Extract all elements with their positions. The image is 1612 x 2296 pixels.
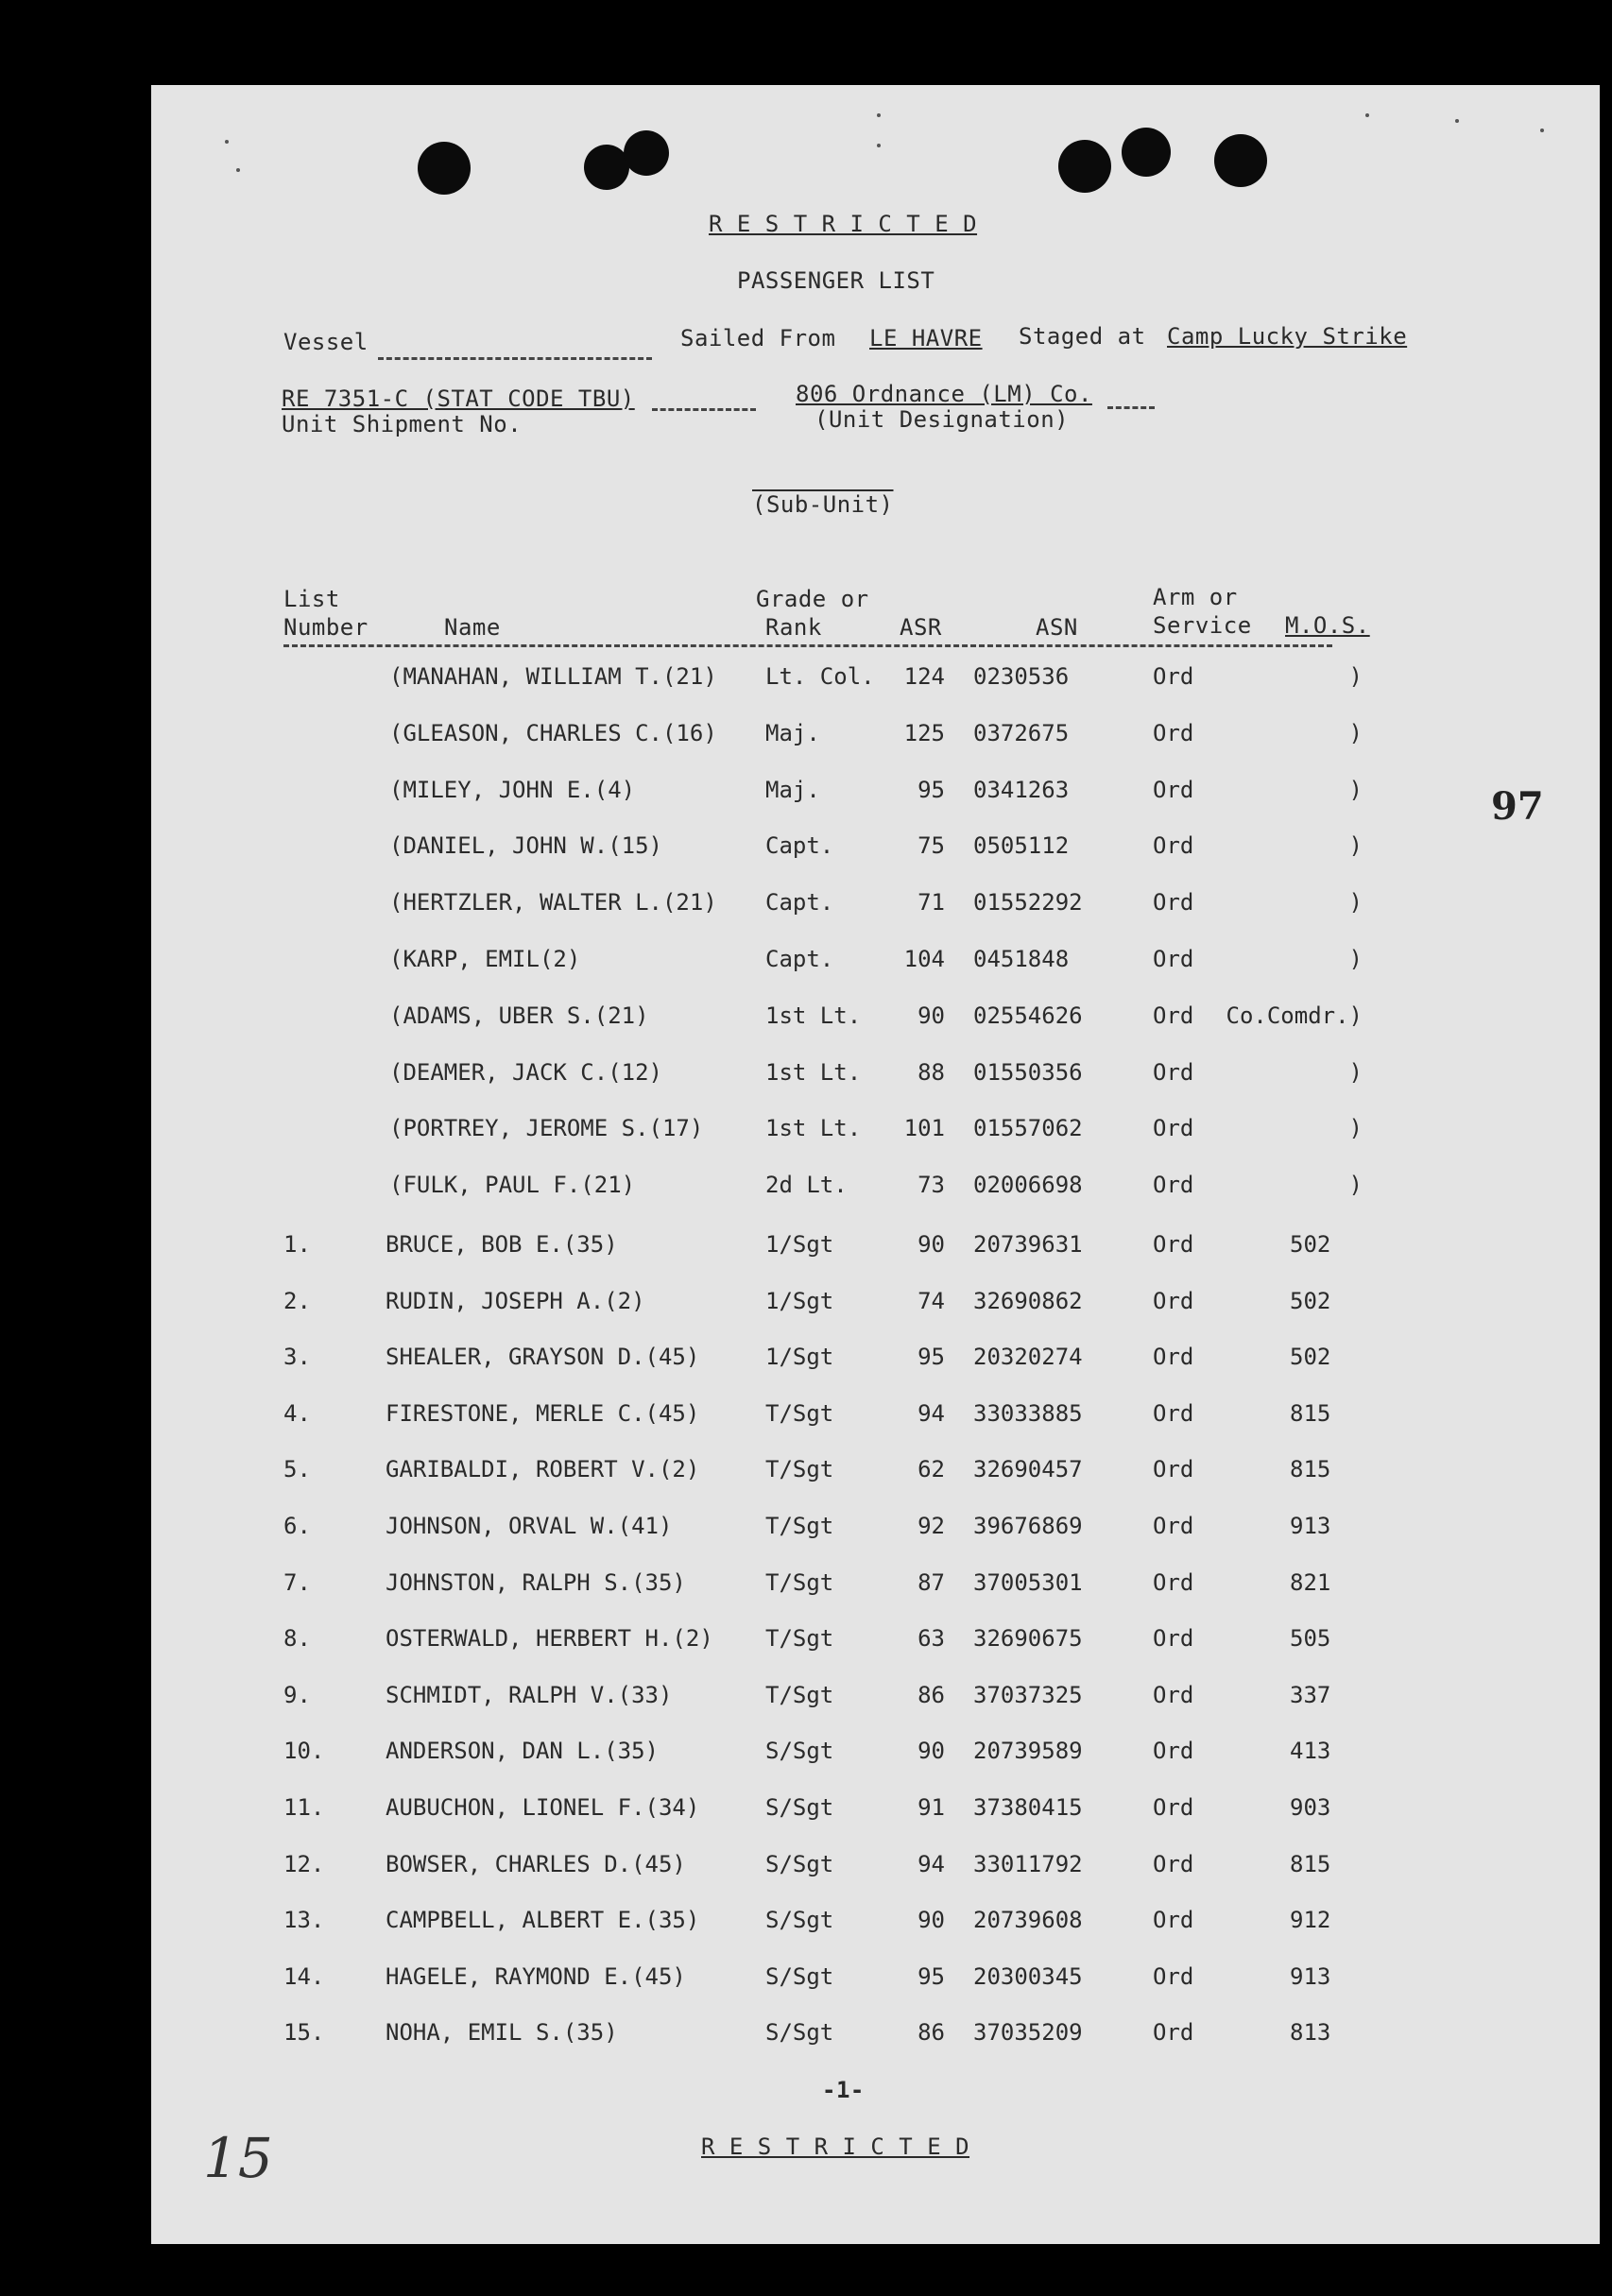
mos-cell: 413	[1290, 1738, 1331, 1765]
mos-cell: )	[1348, 663, 1363, 690]
col-grade-top: Grade or	[756, 586, 869, 612]
mos-cell: 913	[1290, 1962, 1331, 1990]
mos-cell: )	[1348, 1172, 1363, 1199]
name-cell: (HERTZLER, WALTER L.(21)	[389, 889, 717, 917]
speck	[225, 140, 229, 144]
asr-cell: 90	[917, 1907, 945, 1934]
arm-cell: Ord	[1153, 1794, 1194, 1821]
list-number-cell: 8.	[283, 1625, 311, 1653]
asn-cell: 39676869	[973, 1513, 1083, 1539]
name-cell: AUBUCHON, LIONEL F.(34)	[386, 1794, 700, 1821]
asn-cell: 0372675	[973, 719, 1070, 746]
list-number-cell: 11.	[283, 1794, 325, 1821]
asn-cell: 01550356	[973, 1058, 1083, 1086]
rank-cell: Capt.	[765, 832, 834, 860]
col-mos: M.O.S.	[1285, 612, 1370, 639]
arm-cell: Ord	[1153, 1344, 1194, 1371]
asn-cell: 02006698	[973, 1172, 1083, 1199]
punch-hole	[418, 142, 471, 195]
name-cell: (MANAHAN, WILLIAM T.(21)	[389, 663, 717, 690]
name-cell: (KARP, EMIL(2)	[389, 946, 581, 972]
rank-cell: 1/Sgt	[765, 1287, 834, 1314]
name-cell: HAGELE, RAYMOND E.(45)	[386, 1962, 686, 1990]
subunit-label: (Sub-Unit)	[752, 491, 894, 518]
shipment-blank	[652, 408, 756, 411]
table-row	[151, 1851, 1474, 1883]
speck	[1540, 129, 1544, 132]
col-arm-top: Arm or	[1153, 584, 1238, 610]
speck	[236, 168, 240, 172]
arm-cell: Ord	[1153, 1738, 1194, 1765]
rank-cell: 2d Lt.	[765, 1172, 848, 1199]
table-row	[151, 1682, 1474, 1714]
asr-cell: 74	[917, 1287, 945, 1314]
table-row	[151, 1002, 1474, 1035]
rank-cell: T/Sgt	[765, 1399, 834, 1427]
asn-cell: 37005301	[973, 1568, 1083, 1596]
col-list-top: List	[283, 586, 340, 612]
staged-at-value: Camp Lucky Strike	[1167, 323, 1408, 350]
asr-cell: 86	[917, 2019, 945, 2047]
header-underline	[283, 644, 1332, 647]
asn-cell: 37037325	[973, 1681, 1083, 1708]
mos-cell: 502	[1290, 1287, 1331, 1314]
asr-cell: 91	[917, 1794, 945, 1821]
name-cell: (PORTREY, JEROME S.(17)	[389, 1115, 704, 1142]
unit-label: (Unit Designation)	[815, 406, 1070, 433]
name-cell: (MILEY, JOHN E.(4)	[389, 776, 636, 803]
name-cell: (GLEASON, CHARLES C.(16)	[389, 719, 717, 746]
arm-cell: Ord	[1153, 1962, 1194, 1990]
table-row	[151, 1907, 1474, 1939]
asn-cell: 20739589	[973, 1738, 1083, 1765]
rank-cell: Capt.	[765, 946, 834, 972]
table-row	[151, 1963, 1474, 1996]
punch-hole	[1214, 134, 1267, 187]
arm-cell: Ord	[1153, 1850, 1194, 1877]
speck	[1365, 113, 1369, 117]
mos-cell: )	[1348, 889, 1363, 917]
table-row	[151, 2019, 1474, 2051]
arm-cell: Ord	[1153, 1513, 1194, 1539]
table-row	[151, 1344, 1474, 1376]
table-row	[151, 1738, 1474, 1770]
staged-at-label: Staged at	[1019, 323, 1146, 350]
arm-cell: Ord	[1153, 889, 1194, 917]
table-row	[151, 1231, 1474, 1263]
rank-cell: 1/Sgt	[765, 1344, 834, 1371]
restricted-top: R E S T R I C T E D	[709, 211, 978, 237]
name-cell: (DANIEL, JOHN W.(15)	[389, 832, 662, 860]
asn-cell: 37035209	[973, 2019, 1083, 2047]
asr-cell: 75	[917, 832, 945, 860]
rank-cell: T/Sgt	[765, 1625, 834, 1653]
rank-cell: S/Sgt	[765, 1850, 834, 1877]
punch-hole	[1058, 140, 1111, 193]
rank-cell: Maj.	[765, 719, 820, 746]
list-number-cell: 1.	[283, 1231, 311, 1258]
handwritten-number: 15	[203, 2126, 273, 2190]
arm-cell: Ord	[1153, 1115, 1194, 1142]
asn-cell: 32690675	[973, 1625, 1083, 1653]
table-row	[151, 1115, 1474, 1147]
mos-cell: 815	[1290, 1399, 1331, 1427]
arm-cell: Ord	[1153, 719, 1194, 746]
list-number-cell: 15.	[283, 2019, 325, 2047]
list-number-cell: 2.	[283, 1287, 311, 1314]
table-row	[151, 777, 1474, 809]
table-row	[151, 1569, 1474, 1602]
shipment-label: Unit Shipment No.	[282, 411, 523, 437]
rank-cell: T/Sgt	[765, 1681, 834, 1708]
asn-cell: 33033885	[973, 1399, 1083, 1427]
speck	[1455, 119, 1459, 123]
name-cell: CAMPBELL, ALBERT E.(35)	[386, 1907, 700, 1934]
list-number-cell: 4.	[283, 1399, 311, 1427]
name-cell: OSTERWALD, HERBERT H.(2)	[386, 1625, 713, 1653]
table-row	[151, 1625, 1474, 1657]
list-number-cell: 6.	[283, 1513, 311, 1539]
rank-cell: S/Sgt	[765, 2019, 834, 2047]
arm-cell: Ord	[1153, 1002, 1194, 1029]
asn-cell: 02554626	[973, 1002, 1083, 1029]
table-row	[151, 832, 1474, 865]
name-cell: (DEAMER, JACK C.(12)	[389, 1058, 662, 1086]
name-cell: FIRESTONE, MERLE C.(45)	[386, 1399, 700, 1427]
asn-cell: 32690862	[973, 1287, 1083, 1314]
asn-cell: 20300345	[973, 1962, 1083, 1990]
name-cell: (ADAMS, UBER S.(21)	[389, 1002, 649, 1029]
arm-cell: Ord	[1153, 663, 1194, 690]
list-number-cell: 13.	[283, 1907, 325, 1934]
list-number-cell: 10.	[283, 1738, 325, 1765]
arm-cell: Ord	[1153, 1231, 1194, 1258]
asr-cell: 94	[917, 1850, 945, 1877]
col-name: Name	[444, 614, 501, 641]
arm-cell: Ord	[1153, 1625, 1194, 1653]
mos-cell: Co.Comdr.)	[1226, 1002, 1363, 1029]
mos-cell: )	[1348, 832, 1363, 860]
asr-cell: 94	[917, 1399, 945, 1427]
asr-cell: 101	[903, 1115, 945, 1142]
asr-cell: 87	[917, 1568, 945, 1596]
arm-cell: Ord	[1153, 776, 1194, 803]
name-cell: RUDIN, JOSEPH A.(2)	[386, 1287, 645, 1314]
rank-cell: 1/Sgt	[765, 1231, 834, 1258]
asn-cell: 0505112	[973, 832, 1070, 860]
arm-cell: Ord	[1153, 1058, 1194, 1086]
asn-cell: 33011792	[973, 1850, 1083, 1877]
rank-cell: 1st Lt.	[765, 1115, 862, 1142]
table-row	[151, 889, 1474, 921]
asr-cell: 124	[903, 663, 945, 690]
asr-cell: 63	[917, 1625, 945, 1653]
table-row	[151, 1456, 1474, 1488]
asn-cell: 01557062	[973, 1115, 1083, 1142]
asn-cell: 0341263	[973, 776, 1070, 803]
punch-hole	[1122, 128, 1171, 177]
list-number-cell: 3.	[283, 1344, 311, 1371]
arm-cell: Ord	[1153, 1456, 1194, 1483]
col-arm-bottom: Service	[1153, 612, 1252, 639]
stamp-number: 97	[1491, 784, 1544, 829]
rank-cell: T/Sgt	[765, 1513, 834, 1539]
rank-cell: Maj.	[765, 776, 820, 803]
rank-cell: S/Sgt	[765, 1738, 834, 1765]
asr-cell: 73	[917, 1172, 945, 1199]
table-row	[151, 720, 1474, 752]
table-row	[151, 946, 1474, 978]
rank-cell: S/Sgt	[765, 1907, 834, 1934]
vessel-blank	[378, 357, 652, 360]
table-row	[151, 1288, 1474, 1320]
asr-cell: 86	[917, 1681, 945, 1708]
asn-cell: 20739631	[973, 1231, 1083, 1258]
asn-cell: 37380415	[973, 1794, 1083, 1821]
arm-cell: Ord	[1153, 946, 1194, 972]
list-number-cell: 7.	[283, 1568, 311, 1596]
asr-cell: 71	[917, 889, 945, 917]
asr-cell: 88	[917, 1058, 945, 1086]
unit-value: 806 Ordnance (LM) Co.	[796, 381, 1092, 407]
rank-cell: 1st Lt.	[765, 1058, 862, 1086]
name-cell: GARIBALDI, ROBERT V.(2)	[386, 1456, 700, 1483]
mos-cell: 821	[1290, 1568, 1331, 1596]
mos-cell: 912	[1290, 1907, 1331, 1934]
table-row	[151, 1513, 1474, 1545]
mos-cell: 913	[1290, 1513, 1331, 1539]
mos-cell: )	[1348, 1058, 1363, 1086]
speck	[877, 144, 881, 147]
asr-cell: 62	[917, 1456, 945, 1483]
arm-cell: Ord	[1153, 1399, 1194, 1427]
asr-cell: 95	[917, 776, 945, 803]
list-number-cell: 5.	[283, 1456, 311, 1483]
mos-cell: )	[1348, 946, 1363, 972]
vessel-label: Vessel	[283, 329, 369, 355]
shipment-value: RE 7351-C (STAT CODE TBU)	[282, 386, 635, 412]
arm-cell: Ord	[1153, 1907, 1194, 1934]
mos-cell: )	[1348, 776, 1363, 803]
name-cell: SHEALER, GRAYSON D.(45)	[386, 1344, 700, 1371]
asn-cell: 20320274	[973, 1344, 1083, 1371]
name-cell: NOHA, EMIL S.(35)	[386, 2019, 618, 2047]
mos-cell: 502	[1290, 1231, 1331, 1258]
asn-cell: 0230536	[973, 663, 1070, 690]
asr-cell: 104	[903, 946, 945, 972]
asn-cell: 0451848	[973, 946, 1070, 972]
name-cell: JOHNSON, ORVAL W.(41)	[386, 1513, 673, 1539]
name-cell: BRUCE, BOB E.(35)	[386, 1231, 618, 1258]
asr-cell: 95	[917, 1962, 945, 1990]
asn-cell: 32690457	[973, 1456, 1083, 1483]
asr-cell: 90	[917, 1738, 945, 1765]
mos-cell: 337	[1290, 1681, 1331, 1708]
table-row	[151, 1400, 1474, 1432]
table-row	[151, 1172, 1474, 1204]
asr-cell: 90	[917, 1002, 945, 1029]
page-number: -1-	[822, 2077, 865, 2103]
sailed-from-label: Sailed From	[680, 325, 836, 351]
asn-cell: 20739608	[973, 1907, 1083, 1934]
speck	[877, 113, 881, 117]
mos-cell: 903	[1290, 1794, 1331, 1821]
mos-cell: 505	[1290, 1625, 1331, 1653]
punch-hole	[624, 130, 669, 176]
table-row	[151, 1059, 1474, 1091]
rank-cell: 1st Lt.	[765, 1002, 862, 1029]
name-cell: BOWSER, CHARLES D.(45)	[386, 1850, 686, 1877]
mos-cell: 813	[1290, 2019, 1331, 2047]
list-number-cell: 14.	[283, 1962, 325, 1990]
col-grade-bottom: Rank	[765, 614, 822, 641]
arm-cell: Ord	[1153, 1287, 1194, 1314]
name-cell: JOHNSTON, RALPH S.(35)	[386, 1568, 686, 1596]
arm-cell: Ord	[1153, 832, 1194, 860]
table-row	[151, 663, 1474, 695]
restricted-bottom: R E S T R I C T E D	[701, 2133, 970, 2160]
unit-blank	[1107, 406, 1155, 409]
rank-cell: T/Sgt	[765, 1568, 834, 1596]
name-cell: SCHMIDT, RALPH V.(33)	[386, 1681, 673, 1708]
asr-cell: 90	[917, 1231, 945, 1258]
table-row	[151, 1794, 1474, 1826]
col-asn: ASN	[1036, 614, 1078, 641]
list-number-cell: 9.	[283, 1681, 311, 1708]
document-title: PASSENGER LIST	[737, 267, 935, 294]
mos-cell: 815	[1290, 1456, 1331, 1483]
sailed-from-value: LE HAVRE	[869, 325, 983, 351]
arm-cell: Ord	[1153, 1681, 1194, 1708]
asr-cell: 92	[917, 1513, 945, 1539]
rank-cell: S/Sgt	[765, 1794, 834, 1821]
name-cell: (FULK, PAUL F.(21)	[389, 1172, 636, 1199]
arm-cell: Ord	[1153, 1568, 1194, 1596]
list-number-cell: 12.	[283, 1850, 325, 1877]
name-cell: ANDERSON, DAN L.(35)	[386, 1738, 659, 1765]
punch-hole	[584, 145, 629, 190]
col-asr: ASR	[900, 614, 942, 641]
document-page	[151, 85, 1600, 2244]
asr-cell: 125	[903, 719, 945, 746]
col-list-bottom: Number	[283, 614, 369, 641]
asr-cell: 95	[917, 1344, 945, 1371]
rank-cell: Capt.	[765, 889, 834, 917]
mos-cell: )	[1348, 719, 1363, 746]
mos-cell: 815	[1290, 1850, 1331, 1877]
rank-cell: S/Sgt	[765, 1962, 834, 1990]
rank-cell: T/Sgt	[765, 1456, 834, 1483]
arm-cell: Ord	[1153, 1172, 1194, 1199]
asn-cell: 01552292	[973, 889, 1083, 917]
mos-cell: 502	[1290, 1344, 1331, 1371]
arm-cell: Ord	[1153, 2019, 1194, 2047]
rank-cell: Lt. Col.	[765, 663, 875, 690]
mos-cell: )	[1348, 1115, 1363, 1142]
